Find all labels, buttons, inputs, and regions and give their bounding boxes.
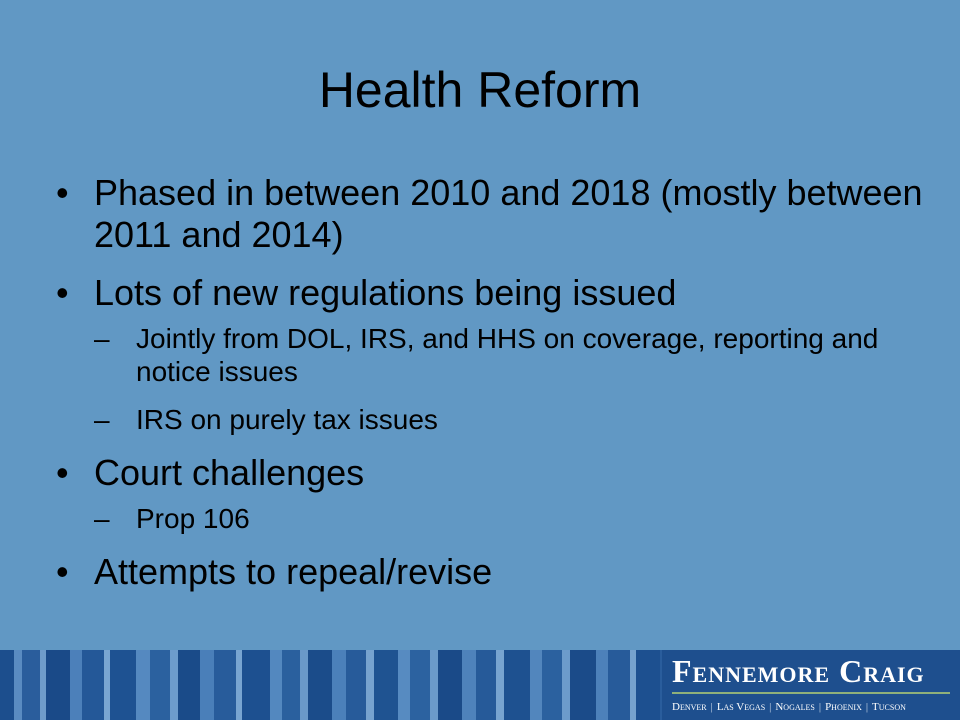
sub-bullet-list [94, 322, 926, 436]
sub-bullet-item [94, 322, 926, 388]
bullet-dot-icon: • [56, 452, 69, 493]
office-separator: | [710, 701, 713, 713]
bullet-item [56, 452, 926, 535]
slide-title: Health Reform [318, 62, 642, 118]
office-las-vegas: Las Vegas [716, 701, 766, 713]
dash-icon: – [94, 404, 110, 435]
bullet-text: Lots of new regulations being issued [94, 272, 677, 313]
logo-divider [672, 692, 950, 694]
bullet-item [56, 172, 926, 256]
dash-icon: – [94, 503, 110, 534]
bullet-text: Attempts to repeal/revise [94, 551, 493, 592]
office-denver: Denver [672, 701, 707, 713]
sub-bullet-item [94, 403, 926, 436]
dash-icon: – [94, 323, 110, 354]
office-tucson: Tucson [872, 701, 906, 713]
sub-bullet-text: IRS on purely tax issues [136, 404, 438, 435]
bullet-dot-icon: • [56, 172, 69, 213]
bullet-dot-icon: • [56, 551, 69, 592]
office-phoenix: Phoenix [825, 701, 862, 713]
sub-bullet-text: Prop 106 [136, 503, 250, 534]
bullet-text: Court challenges [94, 452, 365, 493]
office-locations [672, 698, 952, 716]
bullet-item [56, 551, 926, 593]
bullet-dot-icon: • [56, 272, 69, 313]
office-separator: | [865, 701, 869, 713]
bullet-item [56, 272, 926, 436]
sub-bullet-list [94, 502, 926, 535]
firm-name: Fennemore Craig [672, 653, 925, 689]
sub-bullet-text: Jointly from DOL, IRS, and HHS on coverage, reporting and notice issues [136, 323, 879, 387]
bullet-text: Phased in between 2010 and 2018 (mostly between 2011 and 2014) [94, 172, 923, 255]
sub-bullet-item [94, 502, 926, 535]
office-nogales: Nogales [775, 701, 815, 713]
office-separator: | [818, 701, 822, 713]
bullet-list [56, 172, 926, 609]
office-separator: | [769, 701, 772, 713]
